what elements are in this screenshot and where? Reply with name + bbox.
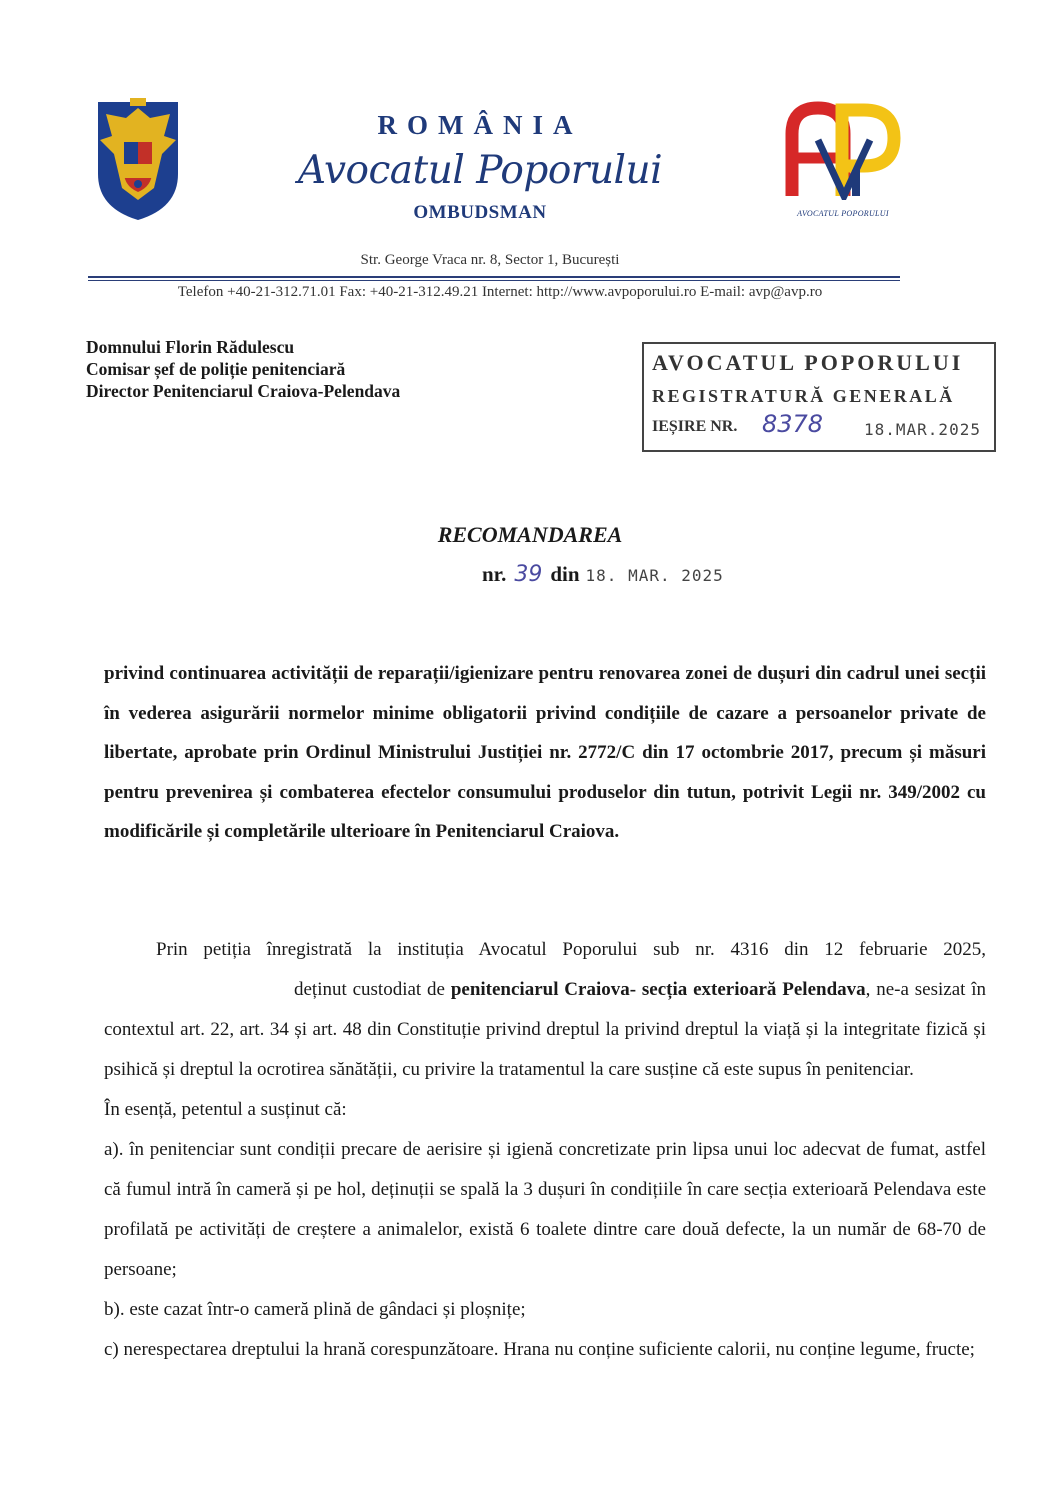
- petition-custody: deținut custodiat de: [294, 979, 445, 1000]
- addressee-name: Domnului Florin Rădulescu: [86, 337, 295, 357]
- institution-address: Str. George Vraca nr. 8, Sector 1, București: [360, 252, 620, 268]
- addressee-rank: Comisar șef de poliție penitenciară: [86, 359, 346, 379]
- header-divider-thin: [88, 280, 900, 281]
- addressee-block: [86, 336, 400, 402]
- avp-logo-icon: [784, 100, 902, 200]
- header-divider: [88, 276, 900, 278]
- din-label: din: [550, 562, 580, 586]
- contact-line: Telefon +40-21-312.71.01 Fax: +40-21-312.49.21 Internet: http://www.avpoporului.ro E-mail: avp@avp.ro: [177, 284, 823, 300]
- recommendation-number: [482, 562, 724, 587]
- avp-logo: [784, 100, 902, 220]
- paragraph-point-b: b). este cazat într-o cameră plină de gândaci și ploșnițe;: [104, 1299, 526, 1320]
- institution-subtitle: OMBUDSMAN: [413, 202, 547, 223]
- petition-details: , ne-a sesizat în contextul art. 22, art. 34 și art. 48 din Constituție privind dreptul la privind dreptul la viață și la integritate fizică și psihică și dreptul la ocrotirea sănătății, cu privire la tratamentul la care susține că este supus în penitenciar.: [104, 979, 987, 1080]
- recommendation-subject: privind continuarea activității de reparații/igienizare pentru renovarea zonei de dușuri din cadrul unei secții în vederea asigurării normelor minime obligatorii privind condițiile de cazare a persoanelor private de libertate, aprobate prin Ordinul Ministrului Justiției nr. 2772/C din 17 octombrie 2017, precum și măsuri pentru prevenirea și combaterea efectelor consumului produselor din tutun, potrivit Legii nr. 349/2002 cu modificările și completările ulterioare în Penitenciarul Craiova.: [104, 663, 986, 842]
- document-title: RECOMANDAREA: [437, 522, 623, 547]
- nr-label: nr.: [482, 562, 507, 586]
- document-body: [104, 930, 986, 1370]
- nr-value: 39: [514, 562, 543, 587]
- stamp-exit-number: 8378: [762, 410, 824, 438]
- addressee-position: Director Penitenciarul Craiova-Pelendava: [86, 381, 401, 401]
- registry-stamp: [642, 342, 996, 452]
- paragraph-petition: [104, 930, 986, 1090]
- petition-intro: Prin petiția înregistrată la instituția Avocatul Poporului sub nr. 4316 din 12 februarie 2025,: [156, 939, 986, 960]
- stamp-registry: REGISTRATURĂ GENERALĂ: [652, 386, 955, 406]
- paragraph-point-a: a). în penitenciar sunt condiții precare de aerisire și igienă concretizate prin lipsa unui loc adecvat de fumat, astfel că fumul intră în cameră și pe hol, deținuții se spală la 3 dușuri în condițiile în care secția exterioară Pelendava este profilată pe activități de creștere a animalelor, există 6 toalete dintre care două defecte, la un număr de 68-70 de persoane;: [104, 1139, 986, 1280]
- paragraph-point-c: c) nerespectarea dreptului la hrană corespunzătoare. Hrana nu conține suficiente calorii, nu conține legume, fructe;: [104, 1339, 975, 1360]
- paragraph-summary: În esență, petentul a susținut că:: [104, 1099, 347, 1120]
- coat-of-arms-icon: [92, 96, 184, 222]
- recommendation-date: 18. MAR. 2025: [585, 566, 724, 585]
- stamp-date: 18.MAR.2025: [864, 420, 981, 439]
- institution-name: Avocatul Poporului: [297, 148, 663, 193]
- country-name: ROMÂNIA: [377, 110, 583, 140]
- logo-caption: AVOCATUL POPORULUI: [797, 209, 889, 218]
- stamp-exit-label: IEȘIRE NR.: [652, 418, 738, 435]
- stamp-institution: AVOCATUL POPORULUI: [652, 350, 964, 375]
- petition-prison: penitenciarul Craiova- secția exterioară Pelendava: [450, 979, 866, 1000]
